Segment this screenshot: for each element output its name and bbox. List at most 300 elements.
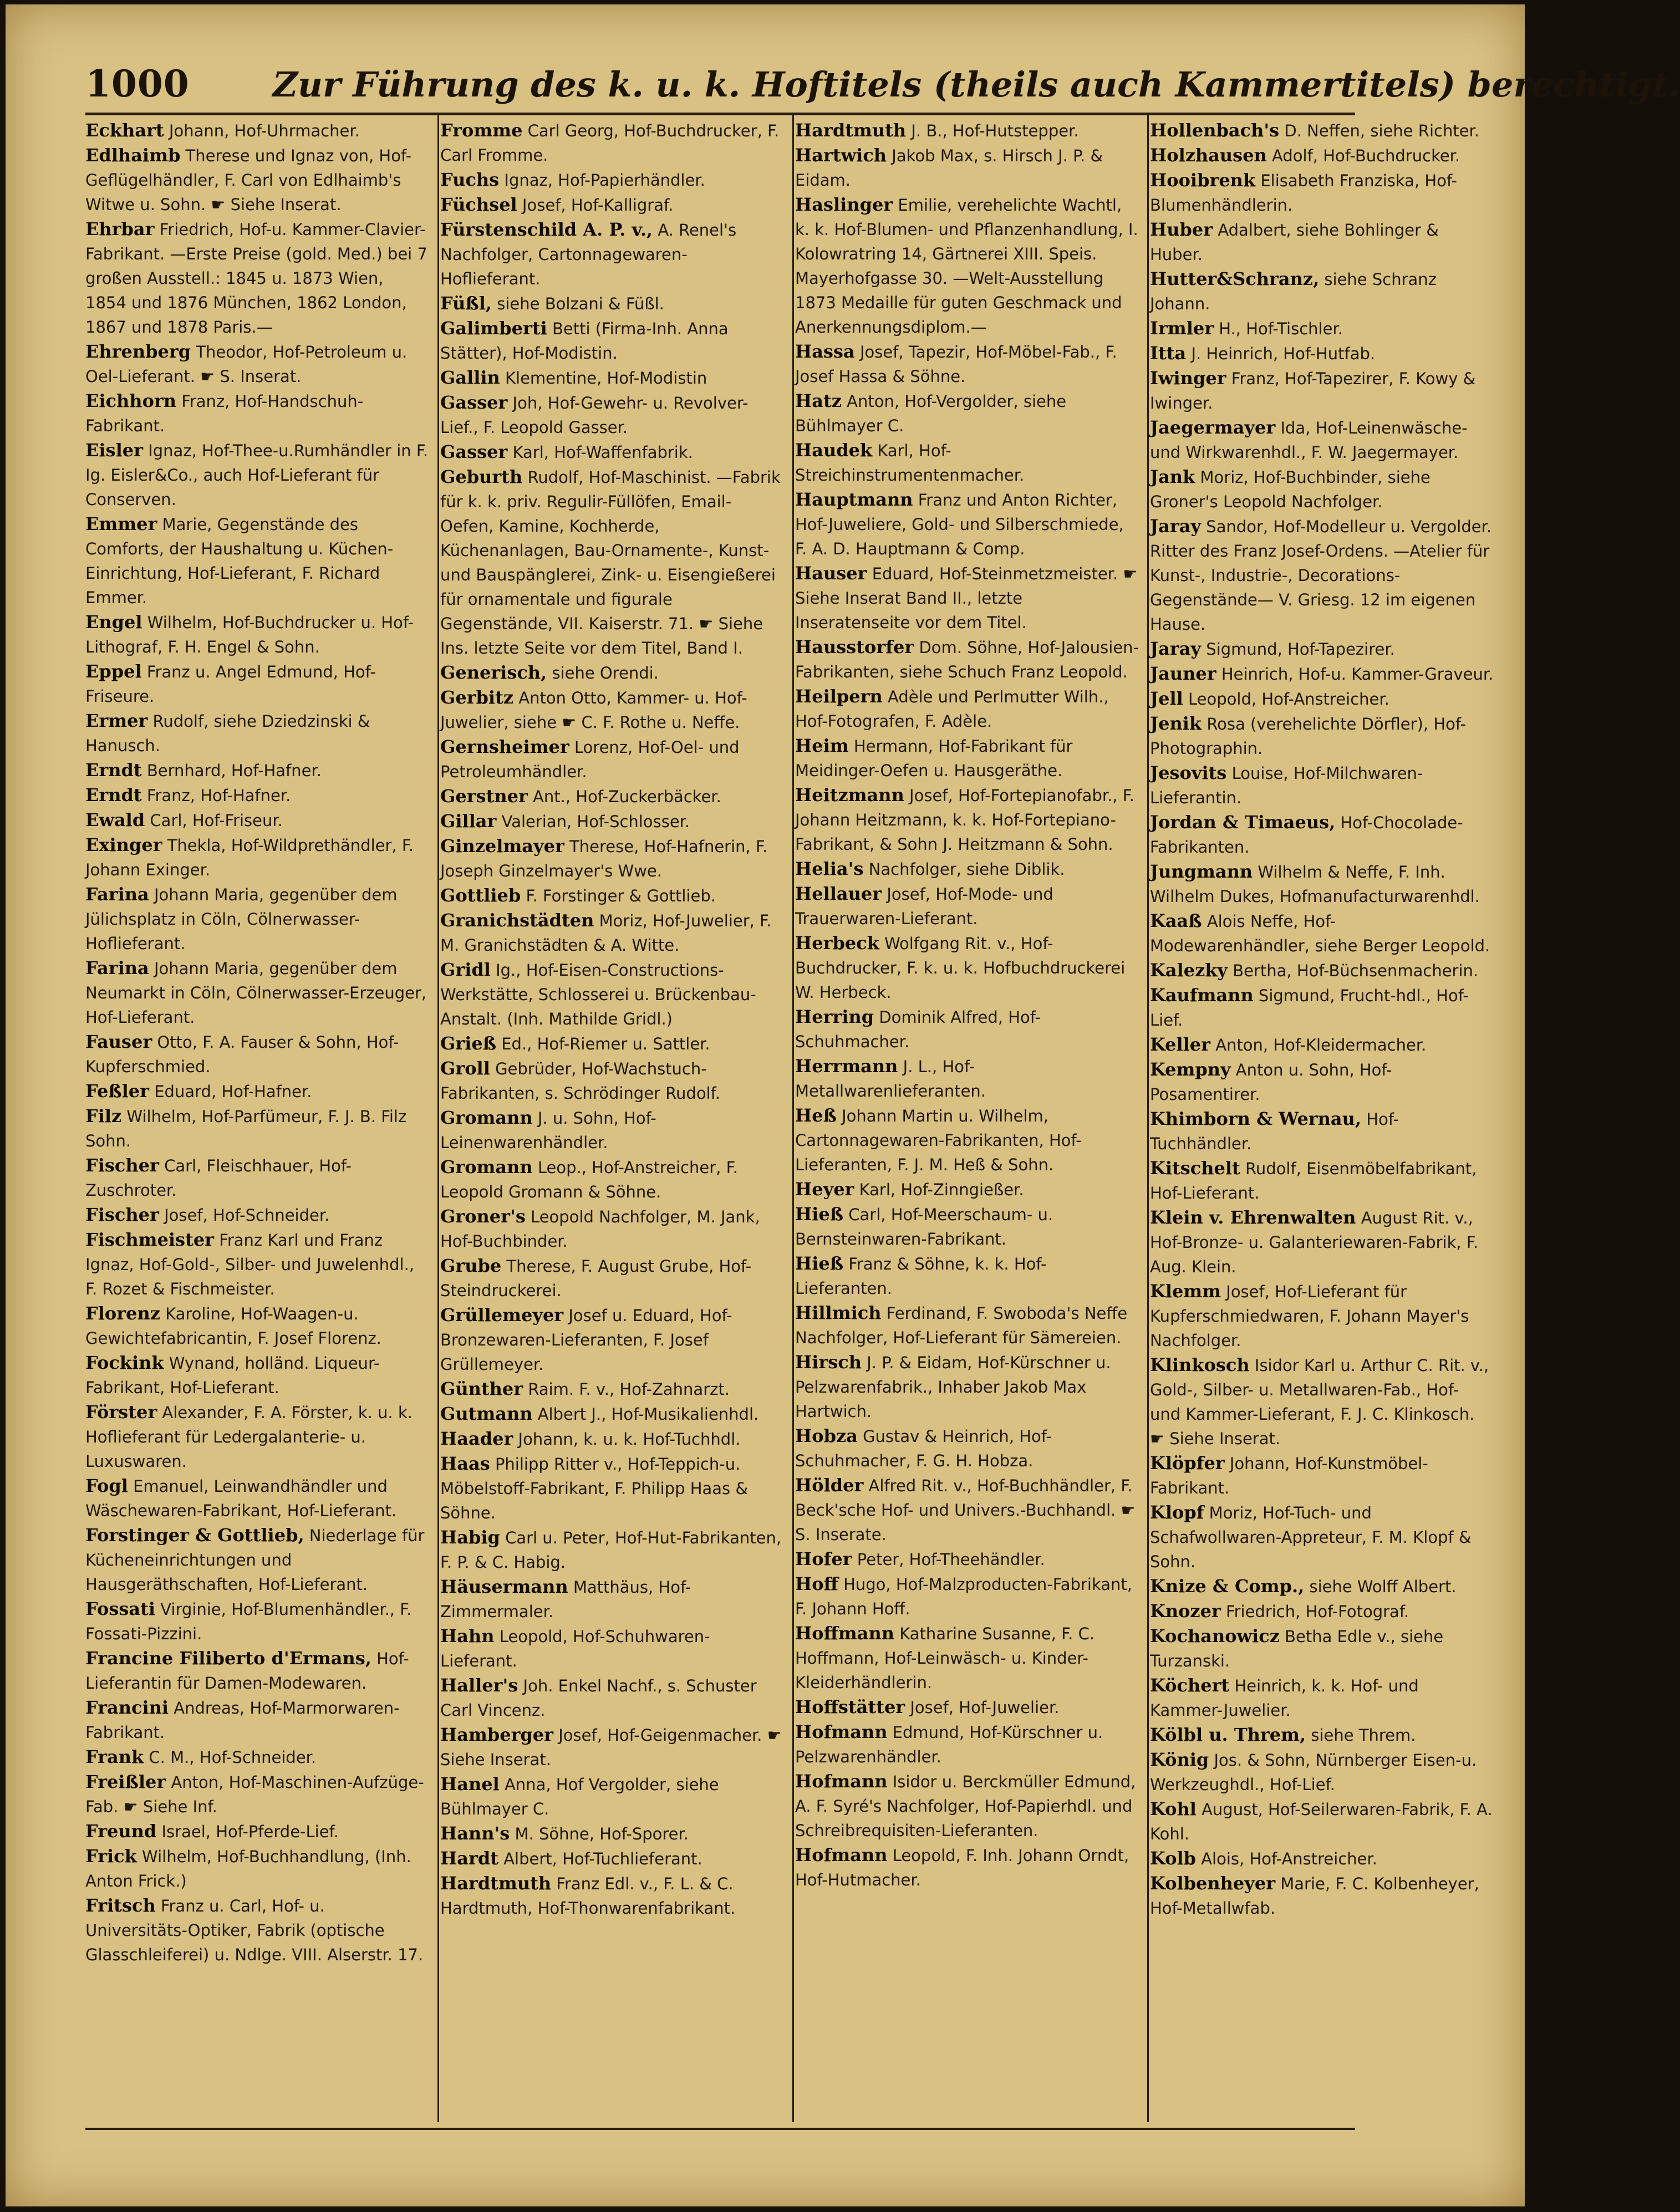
- directory-entry: [1150, 1599, 1494, 1624]
- directory-entry: [440, 1031, 784, 1056]
- directory-entry: [795, 1695, 1139, 1720]
- directory-entry: [1150, 1673, 1494, 1722]
- entry-text: Eduard, Hof-Hafner.: [154, 1082, 312, 1101]
- directory-entry: [85, 339, 429, 389]
- directory-entry: [85, 1695, 429, 1745]
- entry-name: Engel: [85, 611, 142, 633]
- directory-entry: [85, 118, 429, 143]
- entry-text: Franz, Hof-Hafner.: [146, 786, 291, 805]
- directory-entry: [795, 1054, 1139, 1103]
- entry-name: Forstinger & Gottlieb,: [85, 1525, 304, 1546]
- directory-entry: [85, 389, 429, 438]
- entry-text: siehe Orendi.: [552, 664, 659, 682]
- entry-name: Eppel: [85, 661, 142, 682]
- entry-name: Groll: [440, 1058, 490, 1079]
- entry-name: Farina: [85, 884, 149, 905]
- entry-name: Holzhausen: [1150, 145, 1267, 166]
- entry-name: Jell: [1150, 688, 1183, 709]
- entry-name: Fossati: [85, 1598, 156, 1619]
- entry-name: Eckhart: [85, 120, 164, 141]
- directory-entry: [440, 316, 784, 365]
- entry-text: Heinrich, Hof-u. Kammer-Graveur.: [1221, 665, 1494, 684]
- entry-name: Hollenbach's: [1150, 120, 1280, 141]
- directory-entry: [795, 783, 1139, 857]
- entry-text: August, Hof-Seilerwaren-Fabrik, F. A. Kohl.: [1150, 1800, 1493, 1843]
- entry-text: Joh, Hof-Gewehr- u. Revolver-Lief., F. Leopold Gasser.: [440, 394, 749, 437]
- entry-text: Josef, Hof-Geigenmacher. ☛ Siehe Inserat.: [440, 1726, 782, 1769]
- entry-text: C. M., Hof-Schneider.: [149, 1748, 317, 1767]
- entry-name: Frank: [85, 1746, 144, 1767]
- directory-entry: [1150, 1279, 1494, 1353]
- entry-text: Johann Martin u. Wilhelm, Cartonnagewaren-Fabrikanten, Hof-Lieferanten, F. J. M. Heß & Sohn.: [795, 1107, 1082, 1174]
- entry-name: Kempny: [1150, 1059, 1231, 1080]
- directory-entry: [440, 440, 784, 465]
- entry-text: Rudolf, siehe Dziedzinski & Hanusch.: [85, 712, 370, 755]
- directory-entry: [85, 610, 429, 659]
- entry-name: Hoffstätter: [795, 1696, 905, 1717]
- entry-name: Feßler: [85, 1080, 150, 1102]
- directory-entry: [1150, 341, 1494, 366]
- directory-entry: [1150, 686, 1494, 711]
- entry-name: Fürstenschild A. P. v.,: [440, 219, 653, 240]
- directory-entry: [440, 1056, 784, 1105]
- entry-text: Josef, Hof-Juwelier.: [910, 1698, 1060, 1717]
- entry-text: J. Heinrich, Hof-Hutfab.: [1191, 344, 1376, 363]
- directory-entry: [795, 1251, 1139, 1301]
- directory-entry: [85, 808, 429, 833]
- entry-name: Erndt: [85, 760, 142, 781]
- entry-text: Josef, Hof-Kalligraf.: [522, 196, 674, 215]
- entry-name: Günther: [440, 1378, 523, 1399]
- directory-entry: [85, 1646, 429, 1695]
- entry-name: Edlhaimb: [85, 145, 181, 166]
- directory-entry: [795, 1301, 1139, 1350]
- entry-name: Hauptmann: [795, 489, 913, 510]
- entry-text: Marie, Gegenstände des Comforts, der Haushaltung u. Küchen-Einrichtung, Hof-Lieferant, F. Richard Emmer.: [85, 515, 394, 607]
- directory-entry: [85, 758, 429, 783]
- directory-entry: [1150, 1797, 1494, 1846]
- directory-entry: [795, 1005, 1139, 1054]
- entry-name: Ehrbar: [85, 218, 155, 239]
- entry-text: Franz u. Carl, Hof- u. Universitäts-Optiker, Fabrik (optische Glasschleiferei) u. Ndlge. VIII. Alserstr. 17.: [85, 1897, 424, 1964]
- entry-text: Leop., Hof-Anstreicher, F. Leopold Gromann & Söhne.: [440, 1158, 738, 1201]
- directory-entry: [1150, 143, 1494, 168]
- entry-name: Hoffmann: [795, 1623, 894, 1644]
- entry-name: Gernsheimer: [440, 736, 569, 757]
- entry-name: Eichhorn: [85, 390, 177, 411]
- entry-name: Keller: [1150, 1034, 1210, 1055]
- directory-entry: [85, 1745, 429, 1770]
- entry-name: Filz: [85, 1105, 122, 1127]
- entry-name: Hauser: [795, 563, 867, 584]
- directory-entry: [440, 809, 784, 834]
- directory-entry: [1150, 1871, 1494, 1920]
- entry-name: Klöpfer: [1150, 1452, 1225, 1474]
- entry-text: Rudolf, Hof-Maschinist. —Fabrik für k. k. priv. Regulir-Füllöfen, Email-Oefen, Kamine, Kochherde, Küchenanlagen, Bau-Ornamente-, Kunst- und Bauspänglerei, Zink- u. Eisengießerei für ornamentale und figurale Gegenstände, VII. Kaiserstr. 71. ☛ Siehe Ins. letzte Seite vor dem Titel, Band I.: [440, 468, 781, 658]
- entry-name: Köchert: [1150, 1675, 1230, 1696]
- entry-text: Franz & Söhne, k. k. Hof-Lieferanten.: [795, 1255, 1047, 1298]
- entry-name: Grüllemeyer: [440, 1304, 564, 1326]
- directory-entry: [795, 118, 1139, 143]
- entry-name: Heim: [795, 735, 849, 756]
- entry-text: Peter, Hof-Theehändler.: [857, 1550, 1045, 1569]
- entry-name: Haader: [440, 1428, 513, 1449]
- entry-text: Alfred Rit. v., Hof-Buchhändler, F. Beck'sche Hof- und Univers.-Buchhandl. ☛ S. Inserate.: [795, 1476, 1136, 1544]
- directory-entry: [440, 118, 784, 167]
- directory-entry: [440, 1574, 784, 1624]
- entry-text: Sandor, Hof-Modelleur u. Vergolder. Ritter des Franz Josef-Ordens. —Atelier für Kunst-, Industrie-, Decorations-Gegenstände— V. Griesg. 12 im eigenen Hause.: [1150, 517, 1492, 634]
- directory-entry: [440, 1204, 784, 1253]
- directory-entry: [795, 931, 1139, 1005]
- directory-entry: [1150, 267, 1494, 316]
- entry-text: Leopold, Hof-Schuhwaren-Lieferant.: [440, 1627, 710, 1670]
- directory-entry: [795, 487, 1139, 561]
- entry-text: Johann, Hof-Kunstmöbel-Fabrikant.: [1150, 1454, 1428, 1497]
- directory-entry: [440, 957, 784, 1031]
- entry-text: Therese, Hof-Hafnerin, F. Joseph Ginzelmayer's Wwe.: [440, 837, 768, 880]
- directory-entry: [1150, 1032, 1494, 1057]
- entry-name: Hanel: [440, 1773, 500, 1795]
- directory-entry: [85, 1893, 429, 1967]
- entry-text: Niederlage für Kücheneinrichtungen und Hausgeräthschaften, Hof-Lieferant.: [85, 1526, 425, 1594]
- entry-text: Heinrich, k. k. Hof- und Kammer-Juwelier.: [1150, 1676, 1419, 1720]
- entry-text: Ferdinand, F. Swoboda's Neffe Nachfolger, Hof-Lieferant für Sämereien.: [795, 1304, 1128, 1347]
- entry-name: Groner's: [440, 1206, 526, 1227]
- directory-entry: [85, 1844, 429, 1893]
- entry-name: Erndt: [85, 784, 142, 806]
- entry-name: Gottlieb: [440, 885, 521, 906]
- directory-entry: [85, 1227, 429, 1301]
- entry-text: Dom. Söhne, Hof-Jalousien-Fabrikanten, siehe Schuch Franz Leopold.: [795, 638, 1139, 681]
- directory-entry: [795, 1177, 1139, 1202]
- entry-text: Rudolf, Eisenmöbelfabrikant, Hof-Lieferant.: [1150, 1159, 1477, 1202]
- directory-entry: [440, 834, 784, 883]
- entry-text: Karoline, Hof-Waagen-u. Gewichtefabricantin, F. Josef Florenz.: [85, 1304, 381, 1348]
- entry-name: Kalezky: [1150, 960, 1228, 981]
- entry-name: Heß: [795, 1105, 837, 1126]
- entry-text: Sigmund, Hof-Tapezirer.: [1206, 640, 1395, 659]
- entry-name: Hardt: [440, 1848, 498, 1869]
- entry-text: Alois, Hof-Anstreicher.: [1201, 1849, 1377, 1868]
- entry-name: Emmer: [85, 513, 157, 534]
- entry-text: Hermann, Hof-Fabrikant für Meidinger-Oefen u. Hausgeräthe.: [795, 737, 1073, 780]
- directory-entry: [795, 1843, 1139, 1892]
- entry-text: Eduard, Hof-Steinmetzmeister. ☛ Siehe Inserat Band II., letzte Inseratenseite vor dem Titel.: [795, 564, 1138, 632]
- directory-entry: [440, 1451, 784, 1525]
- directory-entry: [440, 365, 784, 390]
- directory-entry: [440, 291, 784, 316]
- entry-name: Jaray: [1150, 516, 1202, 537]
- directory-entry: [795, 1621, 1139, 1695]
- entry-text: Emilie, verehelichte Wachtl, k. k. Hof-Blumen- und Pflanzenhandlung, I. Kolowratring 14, Gärtnerei XIII. Speis. Mayerhofgasse 30. —Welt-Ausstellung 1873 Medaille für guten Geschmack und Anerkennungsdiplom.—: [795, 196, 1138, 337]
- entry-name: Haslinger: [795, 194, 893, 215]
- entry-text: Karl, Hof-Streichinstrumentenmacher.: [795, 441, 1025, 485]
- entry-name: Klein v. Ehrenwalten: [1150, 1207, 1356, 1228]
- entry-text: Leopold, Hof-Anstreicher.: [1188, 690, 1389, 709]
- entry-text: Leopold, F. Inh. Johann Orndt, Hof-Hutmacher.: [795, 1846, 1129, 1889]
- directory-columns: [85, 118, 1494, 2125]
- entry-text: Ed., Hof-Riemer u. Sattler.: [501, 1034, 710, 1053]
- entry-text: Anton, Hof-Maschinen-Aufzüge-Fab. ☛ Siehe Inf.: [85, 1773, 424, 1816]
- entry-text: Wilhelm, Hof-Buchdrucker u. Hof-Lithograf, F. H. Engel & Sohn.: [85, 613, 414, 656]
- directory-entry: [1150, 1156, 1494, 1205]
- entry-name: Generisch,: [440, 662, 547, 683]
- directory-entry: [85, 1153, 429, 1202]
- directory-entry: [85, 1202, 429, 1227]
- entry-text: Josef, Hof-Fortepianofabr., F. Johann Heitzmann, k. k. Hof-Fortepiano-Fabrikant, & Sohn J. Heitzmann & Sohn.: [795, 786, 1135, 854]
- entry-name: Kaufmann: [1150, 985, 1254, 1006]
- directory-entry: [440, 1624, 784, 1673]
- entry-text: Wynand, holländ. Liqueur-Fabrikant, Hof-Lieferant.: [85, 1354, 380, 1397]
- entry-text: Philipp Ritter v., Hof-Teppich-u. Möbelstoff-Fabrikant, F. Philipp Haas & Söhne.: [440, 1455, 748, 1522]
- entry-text: Johann Maria, gegenüber dem Jülichsplatz in Cöln, Cölnerwasser-Hoflieferant.: [85, 885, 398, 953]
- entry-text: Matthäus, Hof-Zimmermaler.: [440, 1578, 691, 1621]
- entry-text: Albert J., Hof-Musikalienhdl.: [537, 1405, 759, 1424]
- entry-text: Katharine Susanne, F. C. Hoffmann, Hof-Leinwäsch- u. Kinder-Kleiderhändlerin.: [795, 1624, 1095, 1692]
- entry-name: Hellauer: [795, 883, 882, 904]
- entry-text: Ig., Hof-Eisen-Constructions-Werkstätte, Schlosserei u. Brückenbau-Anstalt. (Inh. Mathilde Gridl.): [440, 961, 756, 1028]
- entry-text: Louise, Hof-Milchwaren-Lieferantin.: [1150, 764, 1423, 807]
- entry-text: A. Renel's Nachfolger, Cartonnagewaren-Hoflieferant.: [440, 221, 737, 288]
- entry-text: Elisabeth Franziska, Hof-Blumenhändlerin.: [1150, 171, 1458, 215]
- column-3: [795, 118, 1139, 2125]
- entry-name: Heyer: [795, 1179, 854, 1200]
- entry-text: Bertha, Hof-Büchsenmacherin.: [1233, 961, 1479, 980]
- entry-name: Gasser: [440, 441, 508, 462]
- page-header: [85, 62, 1680, 112]
- directory-entry: [1150, 661, 1494, 686]
- directory-entry: [85, 1597, 429, 1646]
- directory-entry: [1150, 118, 1494, 143]
- entry-name: Hofmann: [795, 1721, 888, 1742]
- page: [6, 4, 1680, 2206]
- entry-text: Joh. Enkel Nachf., s. Schuster Carl Vincenz.: [440, 1676, 757, 1720]
- entry-name: Hölder: [795, 1475, 864, 1496]
- entry-text: Josef u. Eduard, Hof-Bronzewaren-Lieferanten, F. Josef Grüllemeyer.: [440, 1306, 732, 1374]
- entry-text: Nachfolger, siehe Diblik.: [868, 860, 1065, 879]
- directory-entry: [795, 684, 1139, 733]
- directory-entry: [85, 512, 429, 610]
- entry-text: Wilhelm, Hof-Parfümeur, F. J. B. Filz Sohn.: [85, 1107, 407, 1150]
- entry-text: D. Neffen, siehe Richter.: [1284, 121, 1480, 140]
- entry-name: Hamberger: [440, 1724, 554, 1745]
- bottom-rule: [85, 2128, 1355, 2130]
- entry-text: Ignaz, Hof-Papierhändler.: [504, 171, 705, 190]
- directory-entry: [85, 1029, 429, 1079]
- entry-text: siehe Bolzani & Füßl.: [497, 294, 664, 313]
- directory-entry: [795, 1350, 1139, 1424]
- directory-entry: [440, 192, 784, 217]
- directory-entry: [795, 857, 1139, 881]
- entry-text: Franz Karl und Franz Ignaz, Hof-Gold-, Silber- und Juwelenhdl., F. Rozet & Fischmeister.: [85, 1231, 415, 1298]
- header-rule: [85, 113, 1355, 115]
- entry-text: Betha Edle v., siehe Turzanski.: [1150, 1627, 1444, 1670]
- entry-text: Josef, Tapezir, Hof-Möbel-Fab., F. Josef Hassa & Söhne.: [795, 343, 1117, 386]
- directory-entry: [85, 1350, 429, 1400]
- directory-entry: [1150, 366, 1494, 415]
- directory-entry: [1150, 1747, 1494, 1797]
- entry-name: Jaray: [1150, 638, 1202, 659]
- directory-entry: [795, 1547, 1139, 1572]
- entry-text: Hof-Chocolade-Fabrikanten.: [1150, 813, 1463, 857]
- directory-entry: [440, 1821, 784, 1846]
- entry-name: Hardtmuth: [795, 120, 907, 141]
- entry-text: Adèle und Perlmutter Wilh., Hof-Fotografen, F. Adèle.: [795, 687, 1109, 731]
- entry-name: Häusermann: [440, 1576, 568, 1597]
- entry-text: Josef, Hof-Schneider.: [164, 1206, 330, 1225]
- entry-text: Andreas, Hof-Marmorwaren-Fabrikant.: [85, 1699, 400, 1742]
- entry-text: Jos. & Sohn, Nürnberger Eisen-u. Werkzeughdl., Hof-Lief.: [1150, 1751, 1477, 1794]
- directory-entry: [440, 1155, 784, 1204]
- entry-text: Carl, Hof-Meerschaum- u. Bernsteinwaren-Fabrikant.: [795, 1205, 1053, 1248]
- entry-name: Gutmann: [440, 1403, 533, 1424]
- directory-entry: [1150, 810, 1494, 859]
- directory-entry: [440, 883, 784, 908]
- directory-entry: [85, 1079, 429, 1104]
- entry-text: Franz, Hof-Handschuh-Fabrikant.: [85, 392, 364, 435]
- entry-text: Wilhelm, Hof-Buchhandlung, (Inh. Anton Frick.): [85, 1847, 411, 1890]
- entry-name: Hoff: [795, 1573, 838, 1594]
- directory-entry: [1150, 1624, 1494, 1673]
- entry-name: Gridl: [440, 959, 491, 980]
- entry-text: Otto, F. A. Fauser & Sohn, Hof-Kupferschmied.: [85, 1033, 399, 1076]
- entry-text: Raim. F. v., Hof-Zahnarzt.: [528, 1380, 730, 1399]
- entry-name: Freund: [85, 1821, 157, 1842]
- directory-entry: [795, 1103, 1139, 1177]
- entry-name: Fischer: [85, 1155, 159, 1176]
- entry-name: Fuchs: [440, 169, 500, 190]
- directory-entry: [1150, 909, 1494, 958]
- entry-text: J. B., Hof-Hutstepper.: [911, 121, 1079, 140]
- directory-entry: [1150, 636, 1494, 661]
- directory-entry: [85, 1400, 429, 1474]
- entry-name: Irmler: [1150, 318, 1214, 339]
- entry-name: Francini: [85, 1697, 169, 1718]
- directory-entry: [440, 735, 784, 784]
- entry-name: Hieß: [795, 1253, 844, 1274]
- entry-name: Hofmann: [795, 1771, 888, 1792]
- directory-entry: [795, 438, 1139, 487]
- directory-entry: [85, 1819, 429, 1844]
- entry-text: Carl, Hof-Friseur.: [150, 811, 283, 830]
- directory-entry: [440, 1253, 784, 1303]
- entry-text: Dominik Alfred, Hof-Schuhmacher.: [795, 1008, 1041, 1051]
- entry-text: Wilhelm & Neffe, F. Inh. Wilhelm Dukes, Hofmanufacturwarenhdl.: [1150, 863, 1480, 906]
- directory-entry: [795, 389, 1139, 438]
- entry-text: Franz, Hof-Tapezirer, F. Kowy & Iwinger.: [1150, 369, 1476, 412]
- entry-text: Gebrüder, Hof-Wachstuch-Fabrikanten, s. Schrödinger Rudolf.: [440, 1059, 720, 1103]
- entry-name: Klopf: [1150, 1502, 1204, 1523]
- directory-entry: [440, 390, 784, 440]
- entry-text: Josef, Hof-Mode- und Trauerwaren-Lieferant.: [795, 885, 1053, 928]
- entry-name: Kochanowicz: [1150, 1625, 1280, 1647]
- directory-entry: [440, 660, 784, 685]
- entry-name: Hooibrenk: [1150, 170, 1256, 191]
- entry-name: Hann's: [440, 1823, 510, 1844]
- directory-entry: [795, 733, 1139, 783]
- directory-entry: [440, 1525, 784, 1574]
- directory-entry: [440, 217, 784, 291]
- directory-entry: [85, 956, 429, 1029]
- entry-name: Gerstner: [440, 786, 528, 807]
- entry-name: Hofer: [795, 1548, 852, 1569]
- directory-entry: [85, 1104, 429, 1153]
- entry-text: August Rit. v., Hof-Bronze- u. Galanteriewaren-Fabrik, F. Aug. Klein.: [1150, 1209, 1479, 1276]
- directory-entry: [1150, 1205, 1494, 1279]
- entry-name: Jank: [1150, 466, 1195, 487]
- entry-name: Gromann: [440, 1156, 533, 1178]
- entry-name: Füßl,: [440, 293, 492, 314]
- entry-text: Isidor u. Berckmüller Edmund, A. F. Syré's Nachfolger, Hof-Papierhdl. und Schreibrequisiten-Lieferanten.: [795, 1772, 1136, 1840]
- entry-name: Heilpern: [795, 686, 883, 707]
- directory-entry: [85, 709, 429, 758]
- directory-entry: [440, 1772, 784, 1821]
- directory-entry: [795, 1572, 1139, 1621]
- entry-name: Gromann: [440, 1107, 533, 1128]
- entry-name: Haas: [440, 1453, 490, 1474]
- entry-text: Anton, Hof-Kleidermacher.: [1215, 1036, 1427, 1054]
- entry-name: Herbeck: [795, 932, 879, 954]
- entry-name: Helia's: [795, 858, 864, 879]
- entry-text: Moriz, Hof-Buchbinder, siehe Groner's Leopold Nachfolger.: [1150, 468, 1430, 511]
- entry-text: Franz Edl. v., F. L. & C. Hardtmuth, Hof-Thonwarenfabrikant.: [440, 1874, 736, 1918]
- entry-text: Leopold Nachfolger, M. Jank, Hof-Buchbinder.: [440, 1207, 760, 1251]
- entry-text: Friedrich, Hof-u. Kammer-Clavier-Fabrikant. —Erste Preise (gold. Med.) bei 7 großen Ausstell.: 1845 u. 1873 Wien, 1854 und 1876 München, 1862 London, 1867 und 1878 Paris.—: [85, 220, 427, 337]
- entry-text: Virginie, Hof-Blumenhändler., F. Fossati-Pizzini.: [85, 1600, 412, 1643]
- directory-entry: [85, 438, 429, 512]
- entry-name: Herrmann: [795, 1056, 898, 1077]
- directory-entry: [1150, 1107, 1494, 1156]
- directory-entry: [440, 1105, 784, 1155]
- directory-entry: [1150, 1574, 1494, 1599]
- entry-text: Karl, Hof-Waffenfabrik.: [512, 443, 693, 462]
- entry-name: Knozer: [1150, 1601, 1221, 1622]
- entry-name: Huber: [1150, 219, 1213, 240]
- directory-entry: [85, 833, 429, 882]
- entry-name: Hieß: [795, 1204, 844, 1225]
- directory-entry: [795, 1424, 1139, 1473]
- entry-text: Sigmund, Frucht-hdl., Hof-Lief.: [1150, 986, 1469, 1029]
- entry-name: Hutter&Schranz,: [1150, 268, 1320, 289]
- entry-name: Hobza: [795, 1425, 858, 1446]
- entry-name: Hatz: [795, 390, 842, 411]
- entry-text: Karl, Hof-Zinngießer.: [859, 1180, 1024, 1199]
- entry-name: Ehrenberg: [85, 341, 191, 362]
- entry-name: Ewald: [85, 809, 145, 830]
- entry-name: Iwinger: [1150, 368, 1226, 389]
- entry-name: Galimberti: [440, 318, 547, 339]
- directory-entry: [1150, 1451, 1494, 1500]
- entry-name: Freißler: [85, 1771, 166, 1792]
- directory-entry: [440, 167, 784, 192]
- entry-text: Alois Neffe, Hof-Modewarenhändler, siehe Berger Leopold.: [1150, 912, 1490, 955]
- directory-entry: [85, 143, 429, 217]
- entry-name: Fromme: [440, 120, 523, 141]
- entry-text: Friedrich, Hof-Fotograf.: [1226, 1602, 1409, 1621]
- entry-text: Ignaz, Hof-Thee-u.Rumhändler in F. Ig. Eisler&Co., auch Hof-Lieferant für Conserven.: [85, 441, 429, 509]
- directory-entry: [85, 1523, 429, 1597]
- entry-name: Hofmann: [795, 1844, 888, 1866]
- entry-name: Francine Filiberto d'Ermans,: [85, 1648, 371, 1669]
- directory-entry: [795, 143, 1139, 192]
- entry-text: siehe Schranz Johann.: [1150, 270, 1437, 313]
- directory-entry: [795, 1473, 1139, 1547]
- entry-name: Gallin: [440, 367, 500, 388]
- entry-text: Jakob Max, s. Hirsch J. P. & Eidam.: [795, 146, 1103, 190]
- entry-name: Kölbl u. Threm,: [1150, 1724, 1306, 1745]
- entry-name: Khimborn & Wernau,: [1150, 1108, 1362, 1129]
- directory-entry: [1150, 168, 1494, 217]
